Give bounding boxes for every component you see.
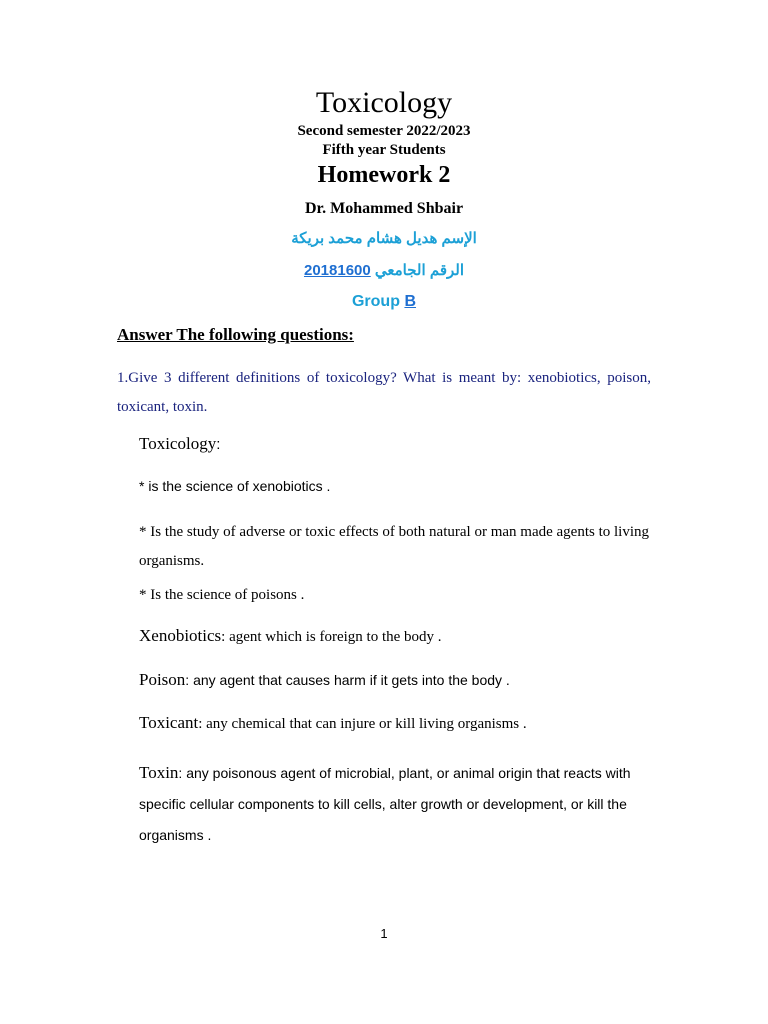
group-label: Group [351, 293, 400, 310]
toxin-desc: : any poisonous agent of microbial, plant, or animal origin that reacts with specific cellular components to kill cells, alter growth or development, or kill the organisms . [139, 765, 631, 843]
homework-title: Homework 2 [317, 162, 451, 188]
semester-line: Second semester 2022/2023 [297, 123, 471, 139]
toxicology-definition-3: * Is the science of poisons . [139, 587, 305, 603]
page-number: 1 [380, 926, 388, 941]
xenobiotics-definition [139, 626, 442, 646]
toxicology-definition-1: * is the science of xenobiotics . [139, 478, 331, 494]
toxicant-definition [139, 713, 527, 733]
poison-desc: : any agent that causes harm if it gets into the body . [185, 672, 510, 688]
question-1: 1.Give 3 different definitions of toxicology? What is meant by: xenobiotics, poison, toxicant, toxin. [117, 370, 651, 415]
toxicant-desc: : any chemical that can injure or kill living organisms . [198, 716, 527, 732]
student-id: 20181600 [303, 262, 371, 279]
toxicology-heading [139, 434, 220, 454]
document-title: Toxicology [315, 86, 453, 119]
instructions-heading: Answer The following questions: [117, 325, 354, 344]
student-name: الإسم هديل هشام محمد بريكة [291, 230, 477, 247]
poison-definition [139, 670, 510, 690]
student-id-label: الرقم الجامعي [374, 262, 465, 279]
poison-term: Poison [139, 670, 186, 689]
toxin-term: Toxin [139, 763, 179, 782]
toxicology-colon: : [216, 436, 221, 453]
xenobiotics-term: Xenobiotics [139, 626, 222, 645]
toxicology-term: Toxicology [139, 434, 217, 453]
group-line [0, 293, 768, 311]
year-line: Fifth year Students [322, 142, 446, 158]
group-letter: B [404, 293, 416, 310]
toxicology-definition-2: * Is the study of adverse or toxic effects of both natural or man made agents to living organisms. [139, 524, 649, 569]
xenobiotics-desc: : agent which is foreign to the body . [221, 629, 442, 645]
student-id-line [0, 261, 768, 279]
toxicant-term: Toxicant [139, 713, 199, 732]
toxin-definition [139, 757, 669, 851]
instructor-name: Dr. Mohammed Shbair [304, 200, 464, 217]
